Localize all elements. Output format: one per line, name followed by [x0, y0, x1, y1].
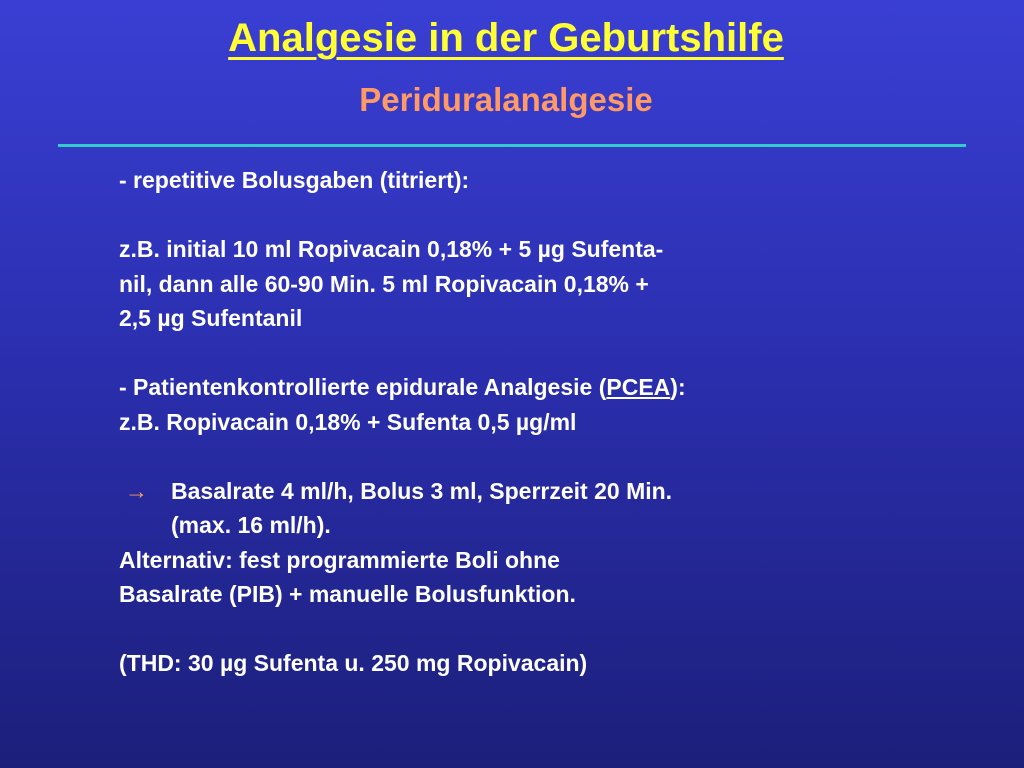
body-line-bolus-heading: - repetitive Bolusgaben (titriert):: [119, 167, 470, 193]
spacer: [119, 336, 879, 371]
spacer: [119, 198, 879, 233]
body-line-repeat-dose: nil, dann alle 60-90 Min. 5 ml Ropivacain 0,18% +: [119, 270, 649, 297]
pcea-heading-prefix: - Patientenkontrollierte epidurale Analgesie (: [119, 374, 607, 400]
spacer: [119, 612, 879, 647]
slide-subtitle: Periduralanalgesie: [359, 81, 653, 118]
slide-title: Analgesie in der Geburtshilfe: [228, 16, 784, 60]
title-divider: [58, 144, 966, 147]
slide-body: [119, 163, 879, 681]
body-line-pcea-mix: z.B. Ropivacain 0,18% + Sufenta 0,5 µg/ml: [119, 408, 577, 435]
body-line-pib: Basalrate (PIB) + manuelle Bolusfunktion.: [119, 581, 576, 607]
body-line-initial-dose: z.B. initial 10 ml Ropivacain 0,18% + 5 µg Sufenta-: [119, 236, 664, 262]
right-arrow-icon: →: [125, 477, 148, 504]
body-line-alternative: Alternativ: fest programmierte Boli ohne: [119, 546, 560, 573]
body-line-max-rate: (max. 16 ml/h).: [171, 512, 331, 538]
basal-rate-text: Basalrate 4 ml/h, Bolus 3 ml, Sperrzeit 20 Min.: [171, 477, 673, 504]
body-line-sufentanil-dose: 2,5 µg Sufentanil: [119, 305, 303, 331]
body-line-pcea-heading: [119, 370, 879, 405]
pcea-heading-suffix: ):: [670, 374, 686, 400]
body-line-basal-rate: [119, 474, 879, 509]
pcea-abbreviation: PCEA: [606, 374, 671, 400]
spacer: [119, 439, 879, 474]
body-line-max-daily-dose: (THD: 30 µg Sufenta u. 250 mg Ropivacain): [119, 650, 588, 676]
